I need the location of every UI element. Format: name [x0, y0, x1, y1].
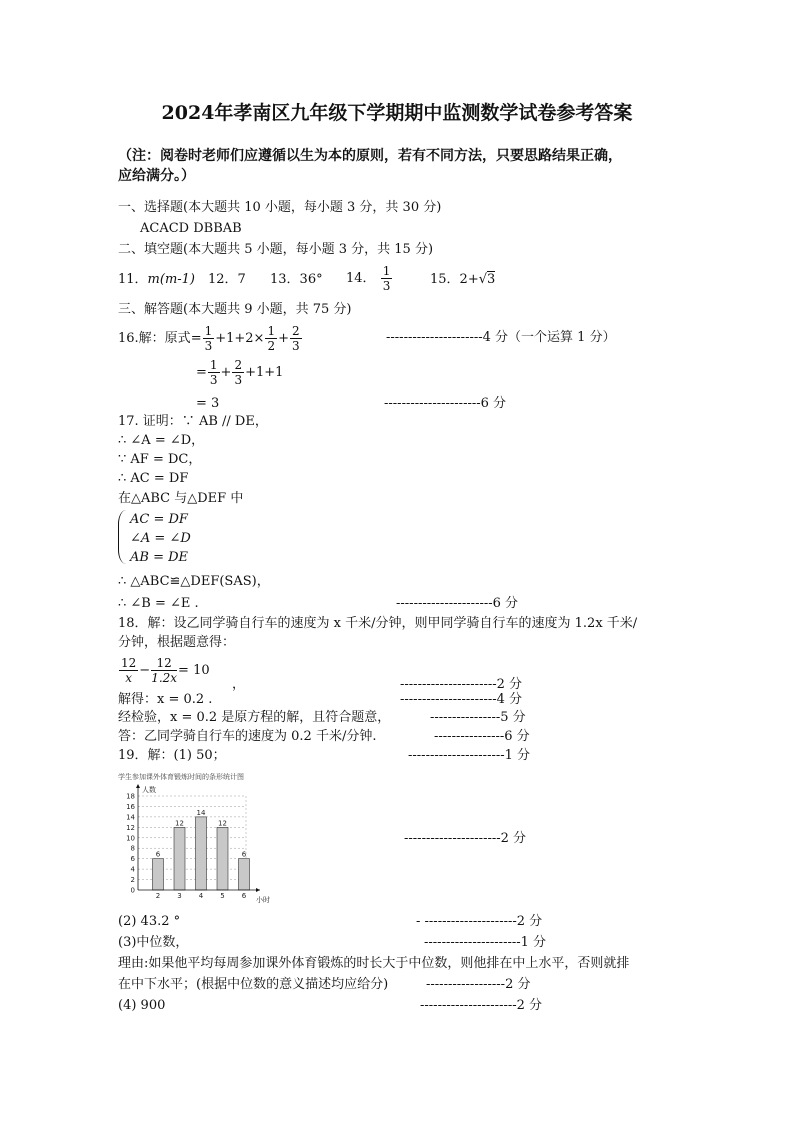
answer-11-value: m(m-1): [147, 272, 196, 287]
bar-value-label: 6: [155, 850, 161, 859]
q16-line2: = $\frac{1}{3}$ + $\frac{2}{3}$ +1+1: [196, 358, 284, 387]
q19-part2: (2) 43.2 °: [118, 914, 181, 929]
y-tick-label: 8: [130, 844, 135, 853]
y-tick-label: 2: [130, 876, 135, 885]
y-tick-label: 16: [126, 802, 135, 811]
q19-part4: (4) 900: [118, 998, 166, 1013]
x-tick-label: 2: [155, 892, 161, 900]
x-axis-arrow-icon: [256, 888, 260, 892]
q18-line1: 18．解：设乙同学骑自行车的速度为 x 千米/分钟，则甲同学骑自行车的速度为 1.2x 千米/: [118, 616, 638, 631]
q16-label: 16.解：原式: [118, 331, 191, 346]
section1-answers: ACACD DBBAB: [140, 221, 242, 236]
y-tick-label: 12: [126, 823, 135, 832]
q18-score1: ----------------------2 分: [400, 677, 523, 692]
q19-score1: ----------------------1 分: [408, 748, 531, 763]
page-title: 2024年孝南区九年级下学期期中监测数学试卷参考答案: [161, 102, 633, 124]
q17-line1: 17. 证明：∵ AB // DE，: [118, 414, 268, 429]
q17-line5: 在△ABC 与△DEF 中: [118, 491, 244, 506]
y-tick-label: 18: [126, 792, 135, 801]
q16-line1: 16.解：原式= $\frac{1}{3}$ +1+2× $\frac{1}{2}$ + $\frac{2}{3}$: [118, 324, 300, 353]
grading-note-line2: 应给满分。）: [118, 168, 195, 184]
q17-line6: ∴ △ABC≌△DEF(SAS)，: [118, 574, 270, 589]
answer-15-value: 2+: [459, 272, 479, 287]
q19-chart-score: ----------------------2 分: [404, 831, 527, 846]
q19-part3-score: ----------------------1 分: [424, 935, 547, 950]
x-axis-label: 小时: [256, 896, 270, 904]
y-tick-label: 14: [126, 813, 135, 822]
bar-value-label: 12: [175, 819, 184, 828]
q18-line4: 经检验，x = 0.2 是原方程的解，且符合题意，: [118, 710, 391, 725]
answer-15-number: 15．: [430, 272, 460, 287]
q17-line4: ∴ AC = DF: [118, 471, 189, 486]
bar: [217, 827, 228, 890]
y-tick-label: 0: [130, 886, 135, 895]
q17-line7: ∴ ∠B = ∠E .: [118, 596, 199, 611]
q17-line2: ∴ ∠A = ∠D，: [118, 433, 205, 448]
q17-line3: ∵ AF = DC，: [118, 452, 202, 467]
q19-reason-score: ------------------2 分: [426, 977, 531, 992]
q18-line2: 分钟，根据题意得：: [118, 635, 236, 650]
bar-chart: [118, 780, 278, 904]
q17-score: ----------------------6 分: [396, 596, 519, 611]
answer-13: 13．36°: [270, 272, 323, 287]
q19-part2-score: - ---------------------2 分: [416, 914, 543, 929]
bar: [153, 859, 164, 890]
y-tick-label: 6: [130, 855, 135, 864]
grading-note-line1: （注：阅卷时老师们应遵循以生为本的原则，若有不同方法，只要思路结果正确，: [118, 148, 622, 164]
q19-part4-score: ----------------------2 分: [420, 998, 543, 1013]
y-tick-label: 4: [130, 865, 135, 874]
bar: [174, 827, 185, 890]
y-axis-arrow-icon: [136, 784, 140, 788]
x-tick-label: 5: [220, 892, 225, 900]
answer-11: [118, 272, 195, 288]
q19-part3: (3)中位数，: [118, 935, 189, 950]
answer-15: [430, 272, 495, 288]
section1-heading: 一、选择题(本大题共 10 小题，每小题 3 分，共 30 分): [118, 200, 442, 215]
bar: [196, 817, 207, 890]
q17-system2: ∠A = ∠D: [130, 531, 191, 546]
chart-title: 学生参加课外体育锻炼时间的条形统计图: [118, 773, 244, 781]
bar-value-label: 12: [218, 819, 227, 828]
q16-score2: ----------------------6 分: [384, 396, 507, 411]
bar-value-label: 14: [196, 808, 206, 817]
answer-14-fraction: $\frac{1}{3}$: [382, 264, 391, 293]
q18-line5: 答：乙同学骑自行车的速度为 0.2 千米/分钟.: [118, 729, 377, 744]
q16-line3: = 3: [196, 396, 220, 411]
q17-system1: AC = DF: [130, 512, 188, 527]
y-axis-label: 人数: [142, 786, 156, 794]
q18-line3: 解得：x = 0.2 .: [118, 692, 213, 707]
system-brace: [118, 510, 127, 564]
answer-14: [346, 264, 393, 293]
answer-11-number: 11．: [118, 272, 148, 287]
chart-bars: [153, 809, 250, 890]
q17-system3: AB = DE: [130, 550, 189, 565]
section3-heading: 三、解答题(本大题共 9 小题，共 75 分): [118, 302, 352, 317]
bar-value-label: 6: [241, 850, 247, 859]
q16-score1: ----------------------4 分（一个运算 1 分）: [386, 330, 616, 345]
x-tick-label: 3: [177, 892, 182, 900]
q18-score3: ----------------5 分: [430, 710, 526, 725]
q18-comma: ，: [232, 677, 246, 692]
answer-14-number: 14．: [346, 271, 376, 286]
q18-equation: $\frac{12}{x}$ − $\frac{12}{1.2x}$ = 10: [121, 656, 210, 685]
x-tick-label: 6: [241, 892, 247, 900]
q19-line1: 19．解：(1) 50；: [118, 748, 226, 763]
answer-12: 12．7: [208, 272, 246, 287]
answer-15-radicand: 3: [487, 272, 496, 287]
section2-heading: 二、填空题(本大题共 5 小题，每小题 3 分，共 15 分): [118, 242, 434, 257]
x-tick-label: 4: [198, 892, 204, 900]
q18-score2: ----------------------4 分: [400, 692, 523, 707]
y-tick-label: 10: [126, 834, 135, 843]
q19-reason-line2: 在中下水平；(根据中位数的意义描述均应给分): [118, 977, 389, 992]
q18-score4: ----------------6 分: [434, 729, 530, 744]
sqrt-icon: √: [478, 272, 488, 287]
bar: [239, 859, 250, 890]
q19-reason-line1: 理由:如果他平均每周参加课外体育锻炼的时长大于中位数，则他排在中上水平，否则就排: [118, 956, 630, 971]
